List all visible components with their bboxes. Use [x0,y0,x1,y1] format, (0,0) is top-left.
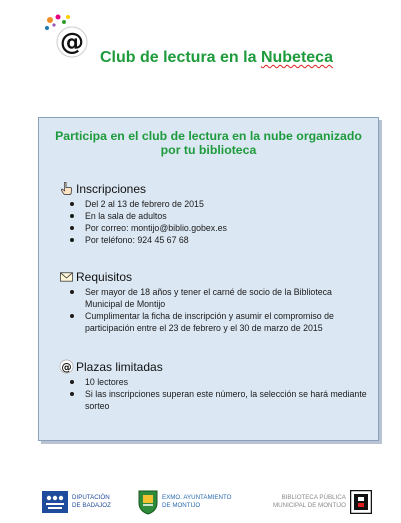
page-title [100,49,333,67]
svg-text:@: @ [61,361,72,374]
list-item: Del 2 al 13 de febrero de 2015 [70,198,368,210]
list-item: Por teléfono: 924 45 67 68 [70,234,368,246]
sponsor-footer [0,484,401,520]
info-panel [38,117,379,441]
library-b-icon [350,490,372,514]
section-title: Plazas limitadas [76,360,163,374]
ayuntamiento-line2: DE MONTIJO [162,502,201,509]
coat-of-arms-icon [137,489,159,515]
diputacion-name [72,494,111,510]
ayuntamiento-name [162,494,231,510]
diputacion-line1: DIPUTACIÓN [72,494,110,501]
logo-symbol: @ [60,28,84,56]
section-list [59,376,368,412]
diputacion-line2: DE BADAJOZ [72,502,111,509]
list-item: Si las inscripciones superan este número, la selección se hará mediante sorteo [70,388,368,412]
list-item: 10 lectores [70,376,368,388]
section-title: Inscripciones [76,182,147,196]
pointing-hand-icon [59,181,74,196]
ayuntamiento-line1: EXMO. AYUNTAMIENTO [162,494,232,501]
section-title-row [59,180,368,196]
list-item: Cumplimentar la ficha de inscripción y asumir el compromiso de participación entre el 23 de febrero y el 30 de marzo de 2015 [70,310,368,334]
section-requisitos [59,268,368,334]
envelope-icon [59,269,74,284]
section-list [59,198,368,246]
list-item: En la sala de adultos [70,210,368,222]
section-list [59,286,368,334]
panel-heading: Participa en el club de lectura en la nube organizado por tu biblioteca [55,129,362,157]
list-item: Ser mayor de 18 años y tener el carné de socio de la Biblioteca Municipal de Montijo [70,286,368,310]
at-sign-icon [59,359,74,374]
diputacion-emblem-icon [42,491,68,513]
section-inscripciones [59,180,368,246]
list-item: Por correo: montijo@biblio.gobex.es [70,222,368,234]
ayuntamiento-montijo-logo [137,484,231,520]
biblioteca-montijo-logo [273,484,372,520]
club-logo [42,14,98,70]
section-plazas [59,358,368,412]
at-sign-icon [42,14,98,70]
section-title-row [59,268,368,284]
diputacion-badajoz-logo [42,484,111,520]
biblioteca-name [273,494,346,510]
biblioteca-line1: BIBLIOTECA PÚBLICA [281,494,346,501]
biblioteca-line2: MUNICIPAL DE MONTIJO [273,502,346,509]
page-title-prefix: Club de lectura en la [100,49,261,66]
section-title: Requisitos [76,270,133,284]
page-title-highlight: Nubeteca [260,49,333,66]
section-title-row [59,358,368,374]
